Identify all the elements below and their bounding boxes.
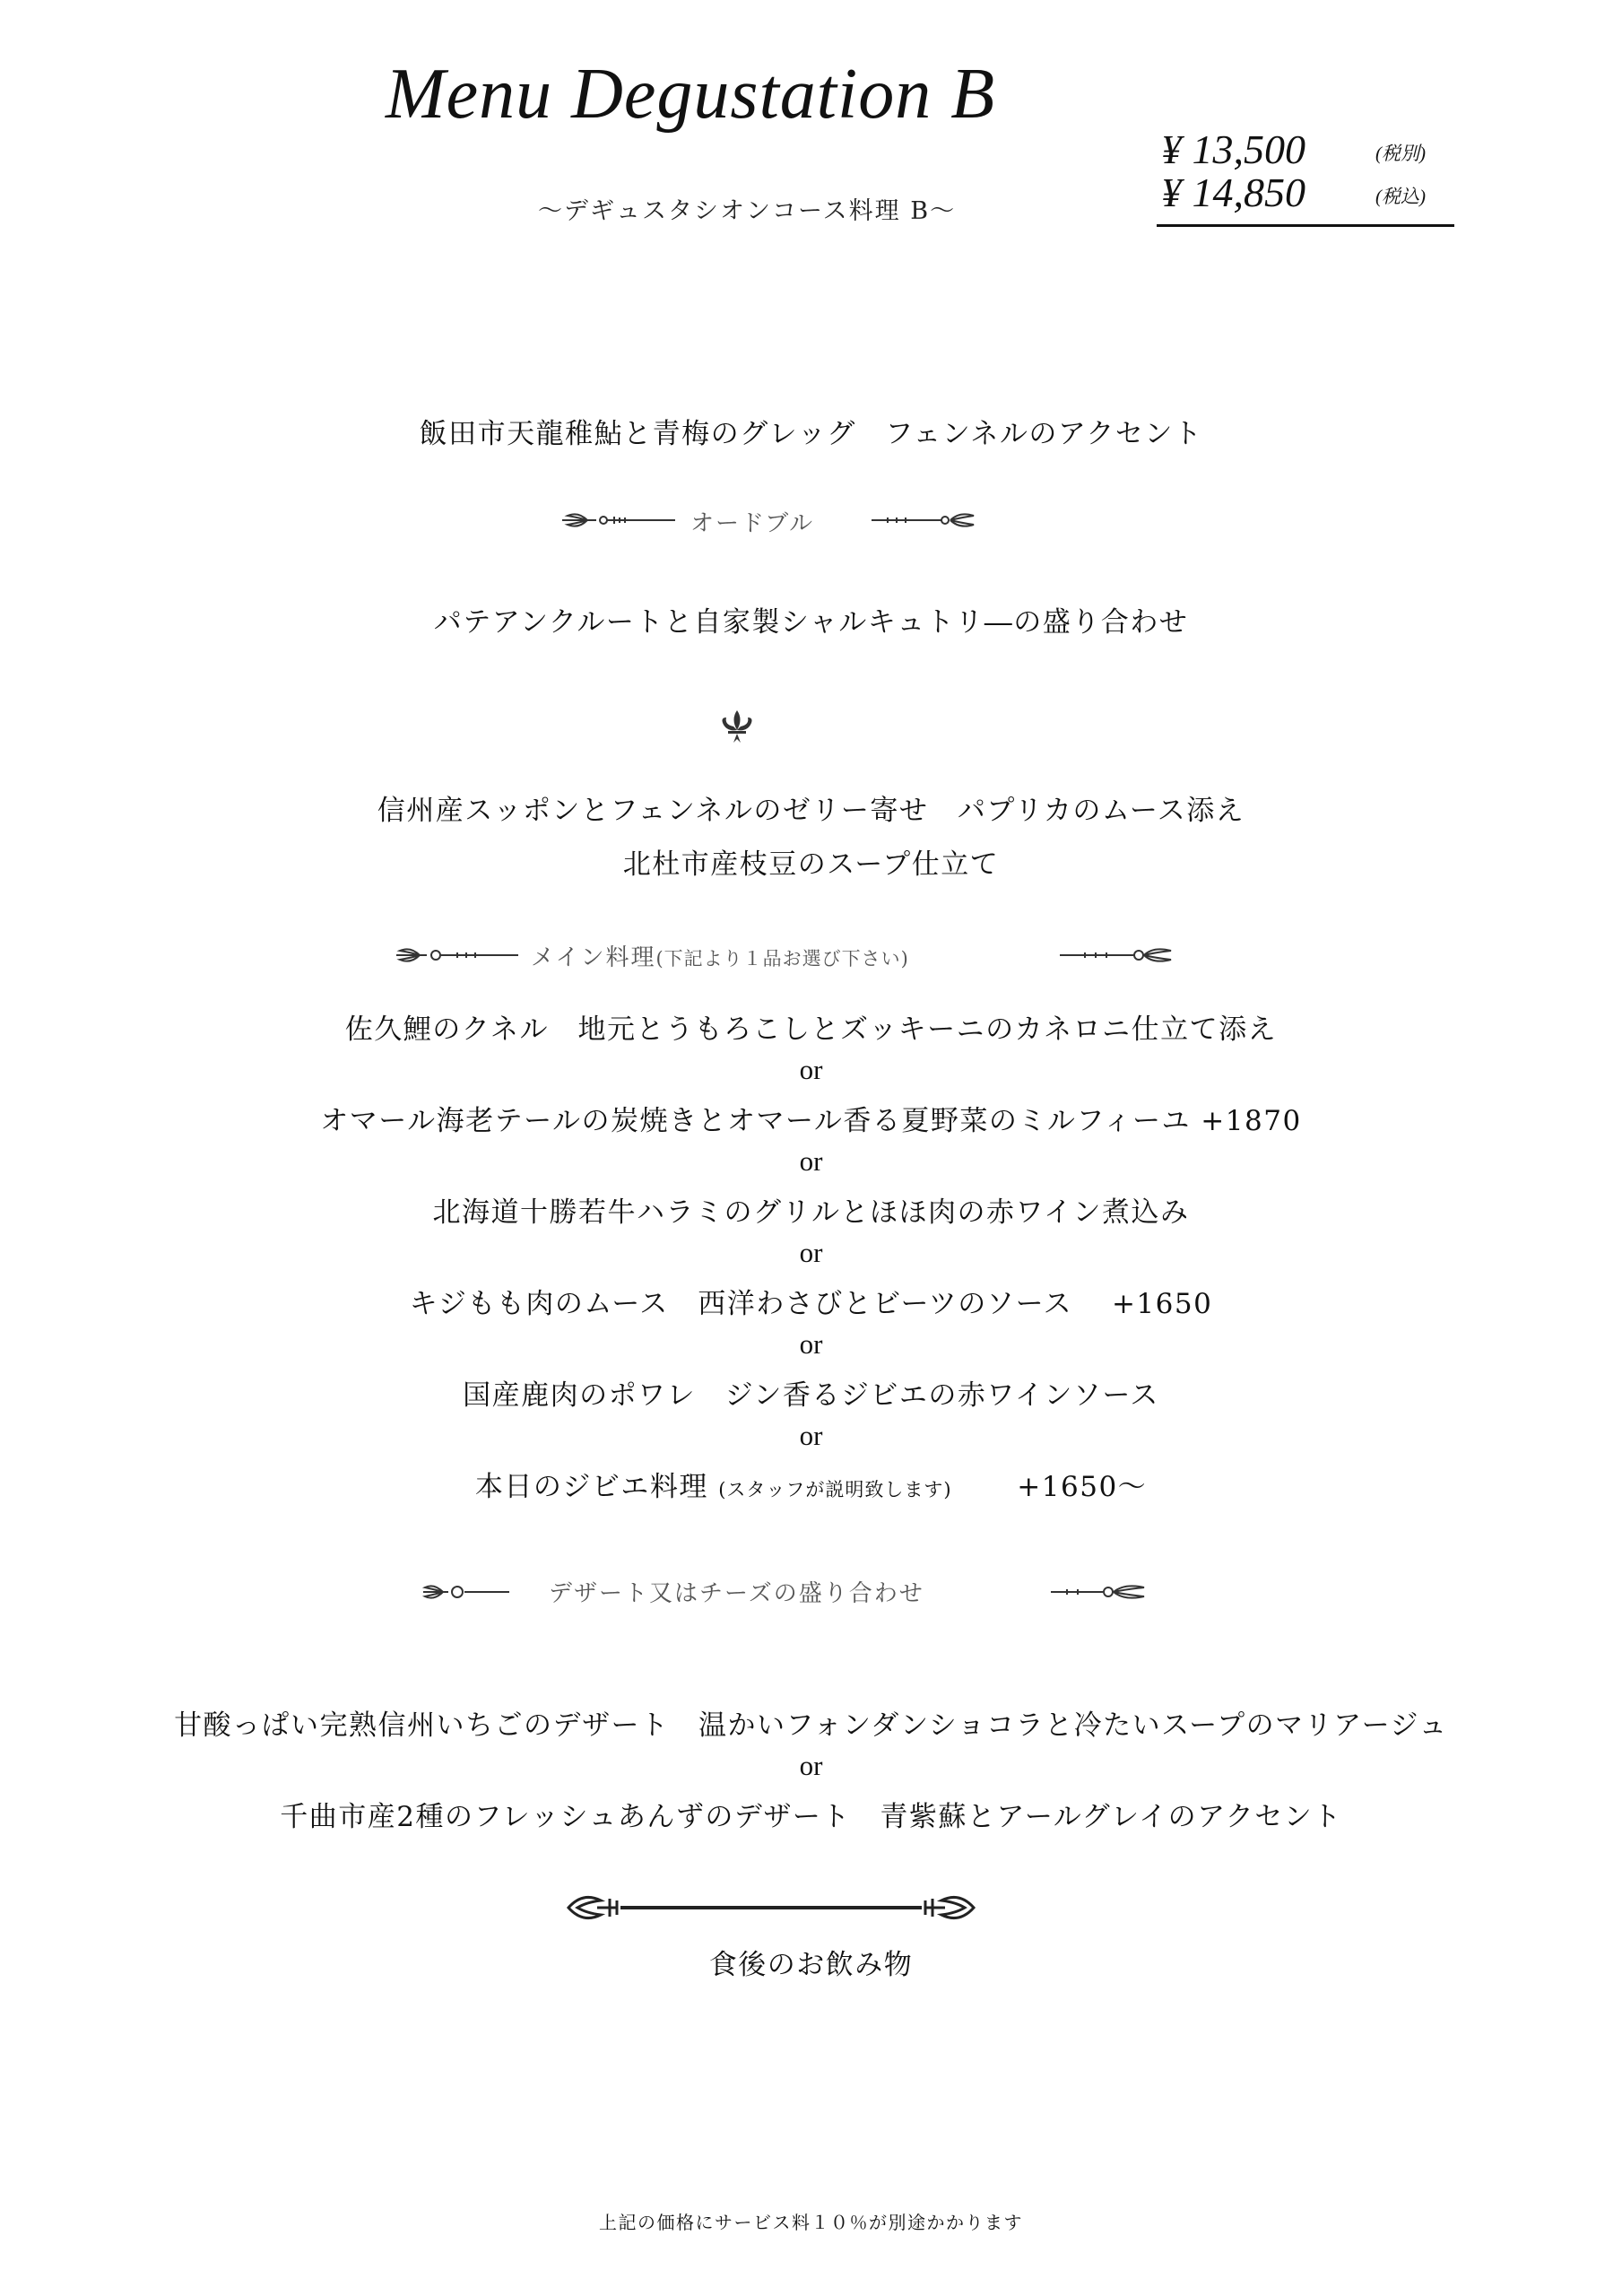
fleur-de-lis-icon: [717, 707, 757, 746]
dessert-option: 甘酸っぱい完熟信州いちごのデザート 温かいフォンダンショコラと冷たいスープのマリアージュ: [174, 1709, 1448, 1742]
main-option: キジもも肉のムース 西洋わさびとビーツのソース +1650: [409, 1288, 1213, 1320]
flourish-right-icon: [1058, 942, 1175, 969]
flourish-right-icon: [1049, 1578, 1148, 1605]
or-separator: or: [799, 1145, 823, 1177]
main-option-last-note: (スタッフが説明致します): [718, 1479, 952, 1500]
main-option: 北海道十勝若牛ハラミのグリルとほほ肉の赤ワイン煮込み: [432, 1196, 1190, 1229]
price-incl-row: [1161, 169, 1426, 216]
dessert-option: 千曲市産2種のフレッシュあんずのデザート 青紫蘇とアールグレイのアクセント: [280, 1801, 1342, 1833]
hors-doeuvre-heading: オードブル: [690, 510, 815, 537]
main-heading-note: (下記より１品お選び下さい): [655, 948, 909, 970]
main-option: 国産鹿肉のポワレ ジン香るジビエの赤ワインソース: [463, 1379, 1159, 1412]
flourish-left-icon: [560, 507, 677, 534]
main-heading: メイン料理: [531, 944, 656, 971]
price-excl: ¥ 13,500: [1161, 126, 1305, 172]
main-option: オマール海老テールの炭焼きとオマール香る夏野菜のミルフィーユ +1870: [320, 1105, 1302, 1137]
price-underline: [1157, 224, 1454, 227]
hors-doeuvre-dish: パテアンクルートと自家製シャルキュトリ―の盛り合わせ: [433, 606, 1189, 639]
service-charge-note: 上記の価格にサービス料１０％が別途かかります: [599, 2212, 1023, 2233]
main-option: 佐久鯉のクネル 地元とうもろこしとズッキーニのカネロニ仕立て添え: [344, 1013, 1278, 1046]
price-excl-row: [1161, 126, 1426, 173]
price-incl: ¥ 14,850: [1161, 170, 1305, 215]
or-separator: or: [799, 1420, 823, 1451]
or-separator: or: [799, 1054, 823, 1085]
price-excl-note: (税別): [1375, 143, 1426, 164]
or-separator: or: [799, 1328, 823, 1360]
long-flourish-divider-icon: [565, 1888, 977, 1927]
amuse-dish: 飯田市天龍稚鮎と青梅のグレッグ フェンネルのアクセント: [419, 418, 1203, 450]
menu-subtitle: ～デギュスタシオンコース料理 B～: [538, 197, 957, 225]
soup-line-2: 北杜市産枝豆のスープ仕立て: [622, 848, 1000, 881]
dessert-heading: デザート又はチーズの盛り合わせ: [549, 1580, 924, 1607]
main-heading-row: [531, 939, 909, 972]
price-incl-note: (税込): [1375, 186, 1426, 207]
flourish-left-icon: [421, 1578, 511, 1605]
main-option-last: [0, 1464, 1622, 1504]
or-separator: or: [799, 1237, 823, 1268]
flourish-right-icon: [870, 507, 977, 534]
soup-line-1: 信州産スッポンとフェンネルのゼリー寄せ パプリカのムース添え: [377, 795, 1245, 827]
after-meal-drink: 食後のお飲み物: [708, 1949, 914, 1981]
or-separator: or: [799, 1750, 823, 1781]
flourish-left-icon: [395, 942, 520, 969]
main-option-last-name: 本日のジビエ料理: [474, 1471, 708, 1503]
main-option-last-price: +1650～: [1017, 1471, 1148, 1503]
menu-title: Menu Degustation B: [386, 55, 996, 134]
